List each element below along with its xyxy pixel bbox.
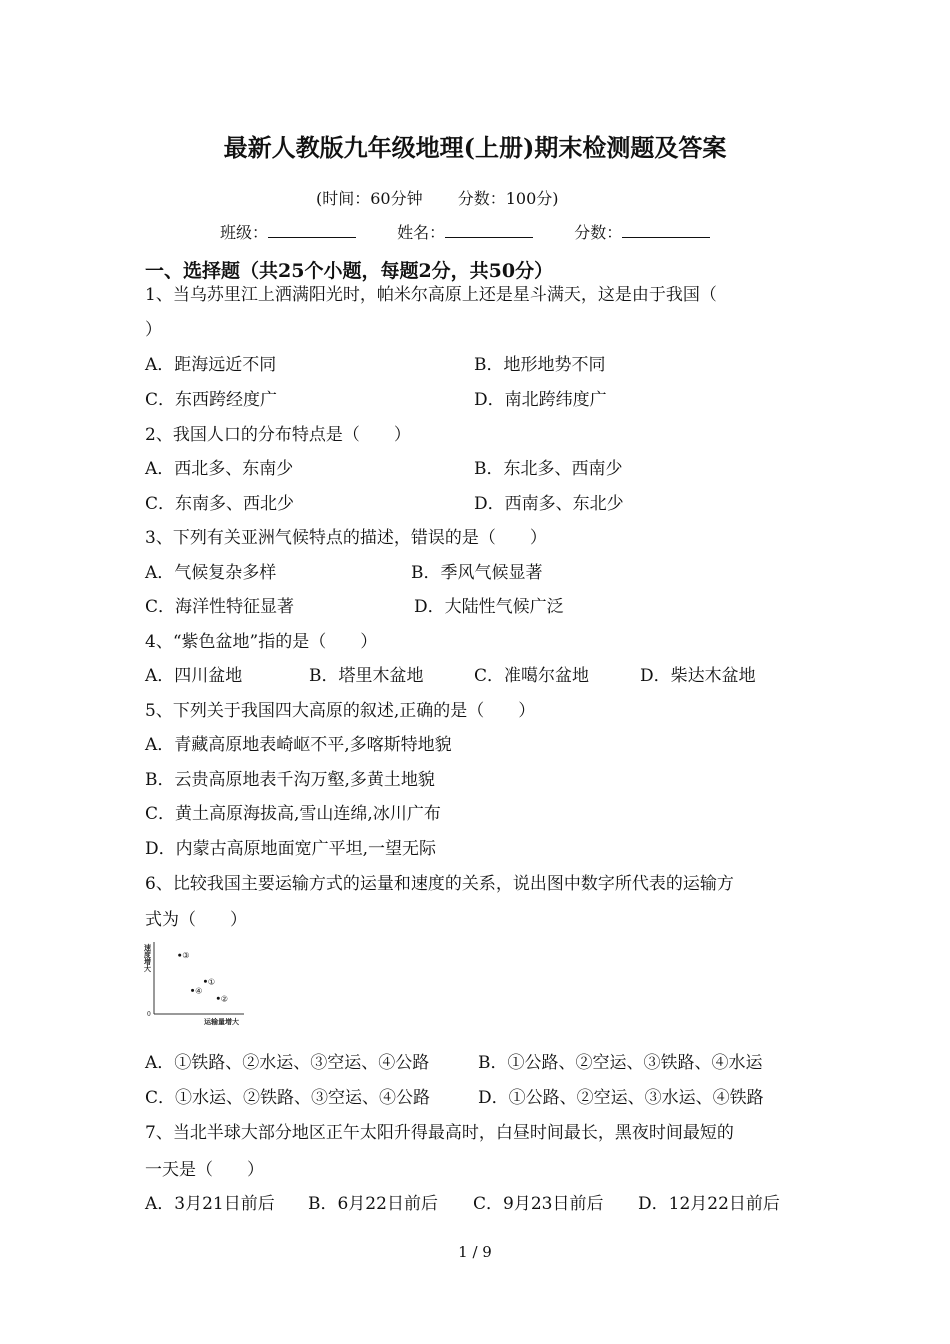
name-label: 姓名： xyxy=(397,223,446,242)
question-1-stem: 1、当乌苏里江上洒满阳光时，帕米尔高原上还是星斗满天，这是由于我国（ xyxy=(145,285,717,305)
question-6-stem-cont: 式为（ ） xyxy=(145,910,247,930)
chart-point-2 xyxy=(178,954,181,957)
q6-option-d: D．①公路、②空运、③水运、④铁路 xyxy=(478,1088,764,1108)
chart-point-3 xyxy=(217,997,220,1000)
q3-option-c: C．海洋性特征显著 xyxy=(145,597,295,617)
chart-point-label-2: ③ xyxy=(182,951,190,961)
chart-ylabel: 速度增大 xyxy=(143,944,153,972)
q7-option-c: C．9月23日前后 xyxy=(473,1194,604,1214)
q1-option-c: C．东西跨经度广 xyxy=(145,390,278,410)
class-label: 班级： xyxy=(220,223,269,242)
q3-option-a: A．气候复杂多样 xyxy=(145,563,277,583)
exam-meta xyxy=(316,186,559,209)
q1-option-a: A．距海远近不同 xyxy=(145,355,277,375)
q7-option-d: D．12月22日前后 xyxy=(638,1194,780,1214)
q5-option-c: C．黄土高原海拔高,雪山连绵,冰川广布 xyxy=(145,804,441,824)
score-blank[interactable] xyxy=(622,223,710,238)
class-field[interactable] xyxy=(220,220,356,243)
chart-point-4 xyxy=(191,989,194,992)
name-blank[interactable] xyxy=(445,223,533,238)
class-blank[interactable] xyxy=(268,223,356,238)
question-6-stem: 6、比较我国主要运输方式的运量和速度的关系，说出图中数字所代表的运输方 xyxy=(145,874,734,894)
time-info: (时间：60分钟 xyxy=(316,189,423,208)
q6-option-b: B．①公路、②空运、③铁路、④水运 xyxy=(478,1053,763,1073)
q1-option-b: B．地形地势不同 xyxy=(474,355,606,375)
question-1-stem-cont: ） xyxy=(145,320,162,340)
question-7-stem: 7、当北半球大部分地区正午太阳升得最高时，白昼时间最长，黑夜时间最短的 xyxy=(145,1123,734,1143)
q6-option-c: C．①水运、②铁路、③空运、④公路 xyxy=(145,1088,431,1108)
q2-option-d: D．西南多、东北少 xyxy=(474,494,624,514)
q5-option-a: A．青藏高原地表崎岖不平,多喀斯特地貌 xyxy=(145,735,452,755)
q6-option-a: A．①铁路、②水运、③空运、④公路 xyxy=(145,1053,430,1073)
question-3-stem: 3、下列有关亚洲气候特点的描述，错误的是（ ） xyxy=(145,528,547,548)
q2-option-b: B．东北多、西南少 xyxy=(474,459,623,479)
q4-option-b: B．塔里木盆地 xyxy=(309,666,424,686)
name-field[interactable] xyxy=(397,220,533,243)
student-fields xyxy=(220,220,746,243)
page-number: 1 / 9 xyxy=(458,1243,492,1261)
q3-option-d: D．大陆性气候广泛 xyxy=(414,597,564,617)
chart-point-label-1: ① xyxy=(207,977,216,987)
score-label: 分数： xyxy=(574,223,623,242)
q2-option-a: A．西北多、东南少 xyxy=(145,459,294,479)
chart-point-1 xyxy=(204,980,207,983)
score-field[interactable] xyxy=(574,220,710,243)
page-title: 最新人教版九年级地理(上册)期末检测题及答案 xyxy=(223,133,727,162)
question-5-stem: 5、下列关于我国四大高原的叙述,正确的是（ ） xyxy=(145,701,536,721)
q4-option-d: D．柴达木盆地 xyxy=(640,666,756,686)
question-2-stem: 2、我国人口的分布特点是（ ） xyxy=(145,425,411,445)
q2-option-c: C．东南多、西北少 xyxy=(145,494,295,514)
q4-option-a: A．四川盆地 xyxy=(145,666,243,686)
section-heading: 一、选择题（共25个小题，每题2分，共50分） xyxy=(145,260,554,282)
q7-option-a: A．3月21日前后 xyxy=(145,1194,275,1214)
q4-option-c: C．准噶尔盆地 xyxy=(474,666,590,686)
question-7-stem-cont: 一天是（ ） xyxy=(145,1160,264,1180)
chart-origin-label: 0 xyxy=(147,1011,151,1018)
score-info: 分数：100分) xyxy=(457,189,559,208)
question-4-stem: 4、“紫色盆地”指的是（ ） xyxy=(145,632,378,652)
chart-xlabel: 运输量增大 xyxy=(204,1017,239,1026)
chart-point-label-4: ④ xyxy=(195,986,203,996)
q5-option-d: D．内蒙古高原地面宽广平坦,一望无际 xyxy=(145,839,437,859)
transport-chart xyxy=(140,938,248,1026)
q7-option-b: B．6月22日前后 xyxy=(308,1194,438,1214)
q5-option-b: B．云贵高原地表千沟万壑,多黄土地貌 xyxy=(145,770,435,790)
q1-option-d: D．南北跨纬度广 xyxy=(474,390,607,410)
q3-option-b: B．季风气候显著 xyxy=(411,563,543,583)
chart-point-label-3: ② xyxy=(220,994,228,1004)
